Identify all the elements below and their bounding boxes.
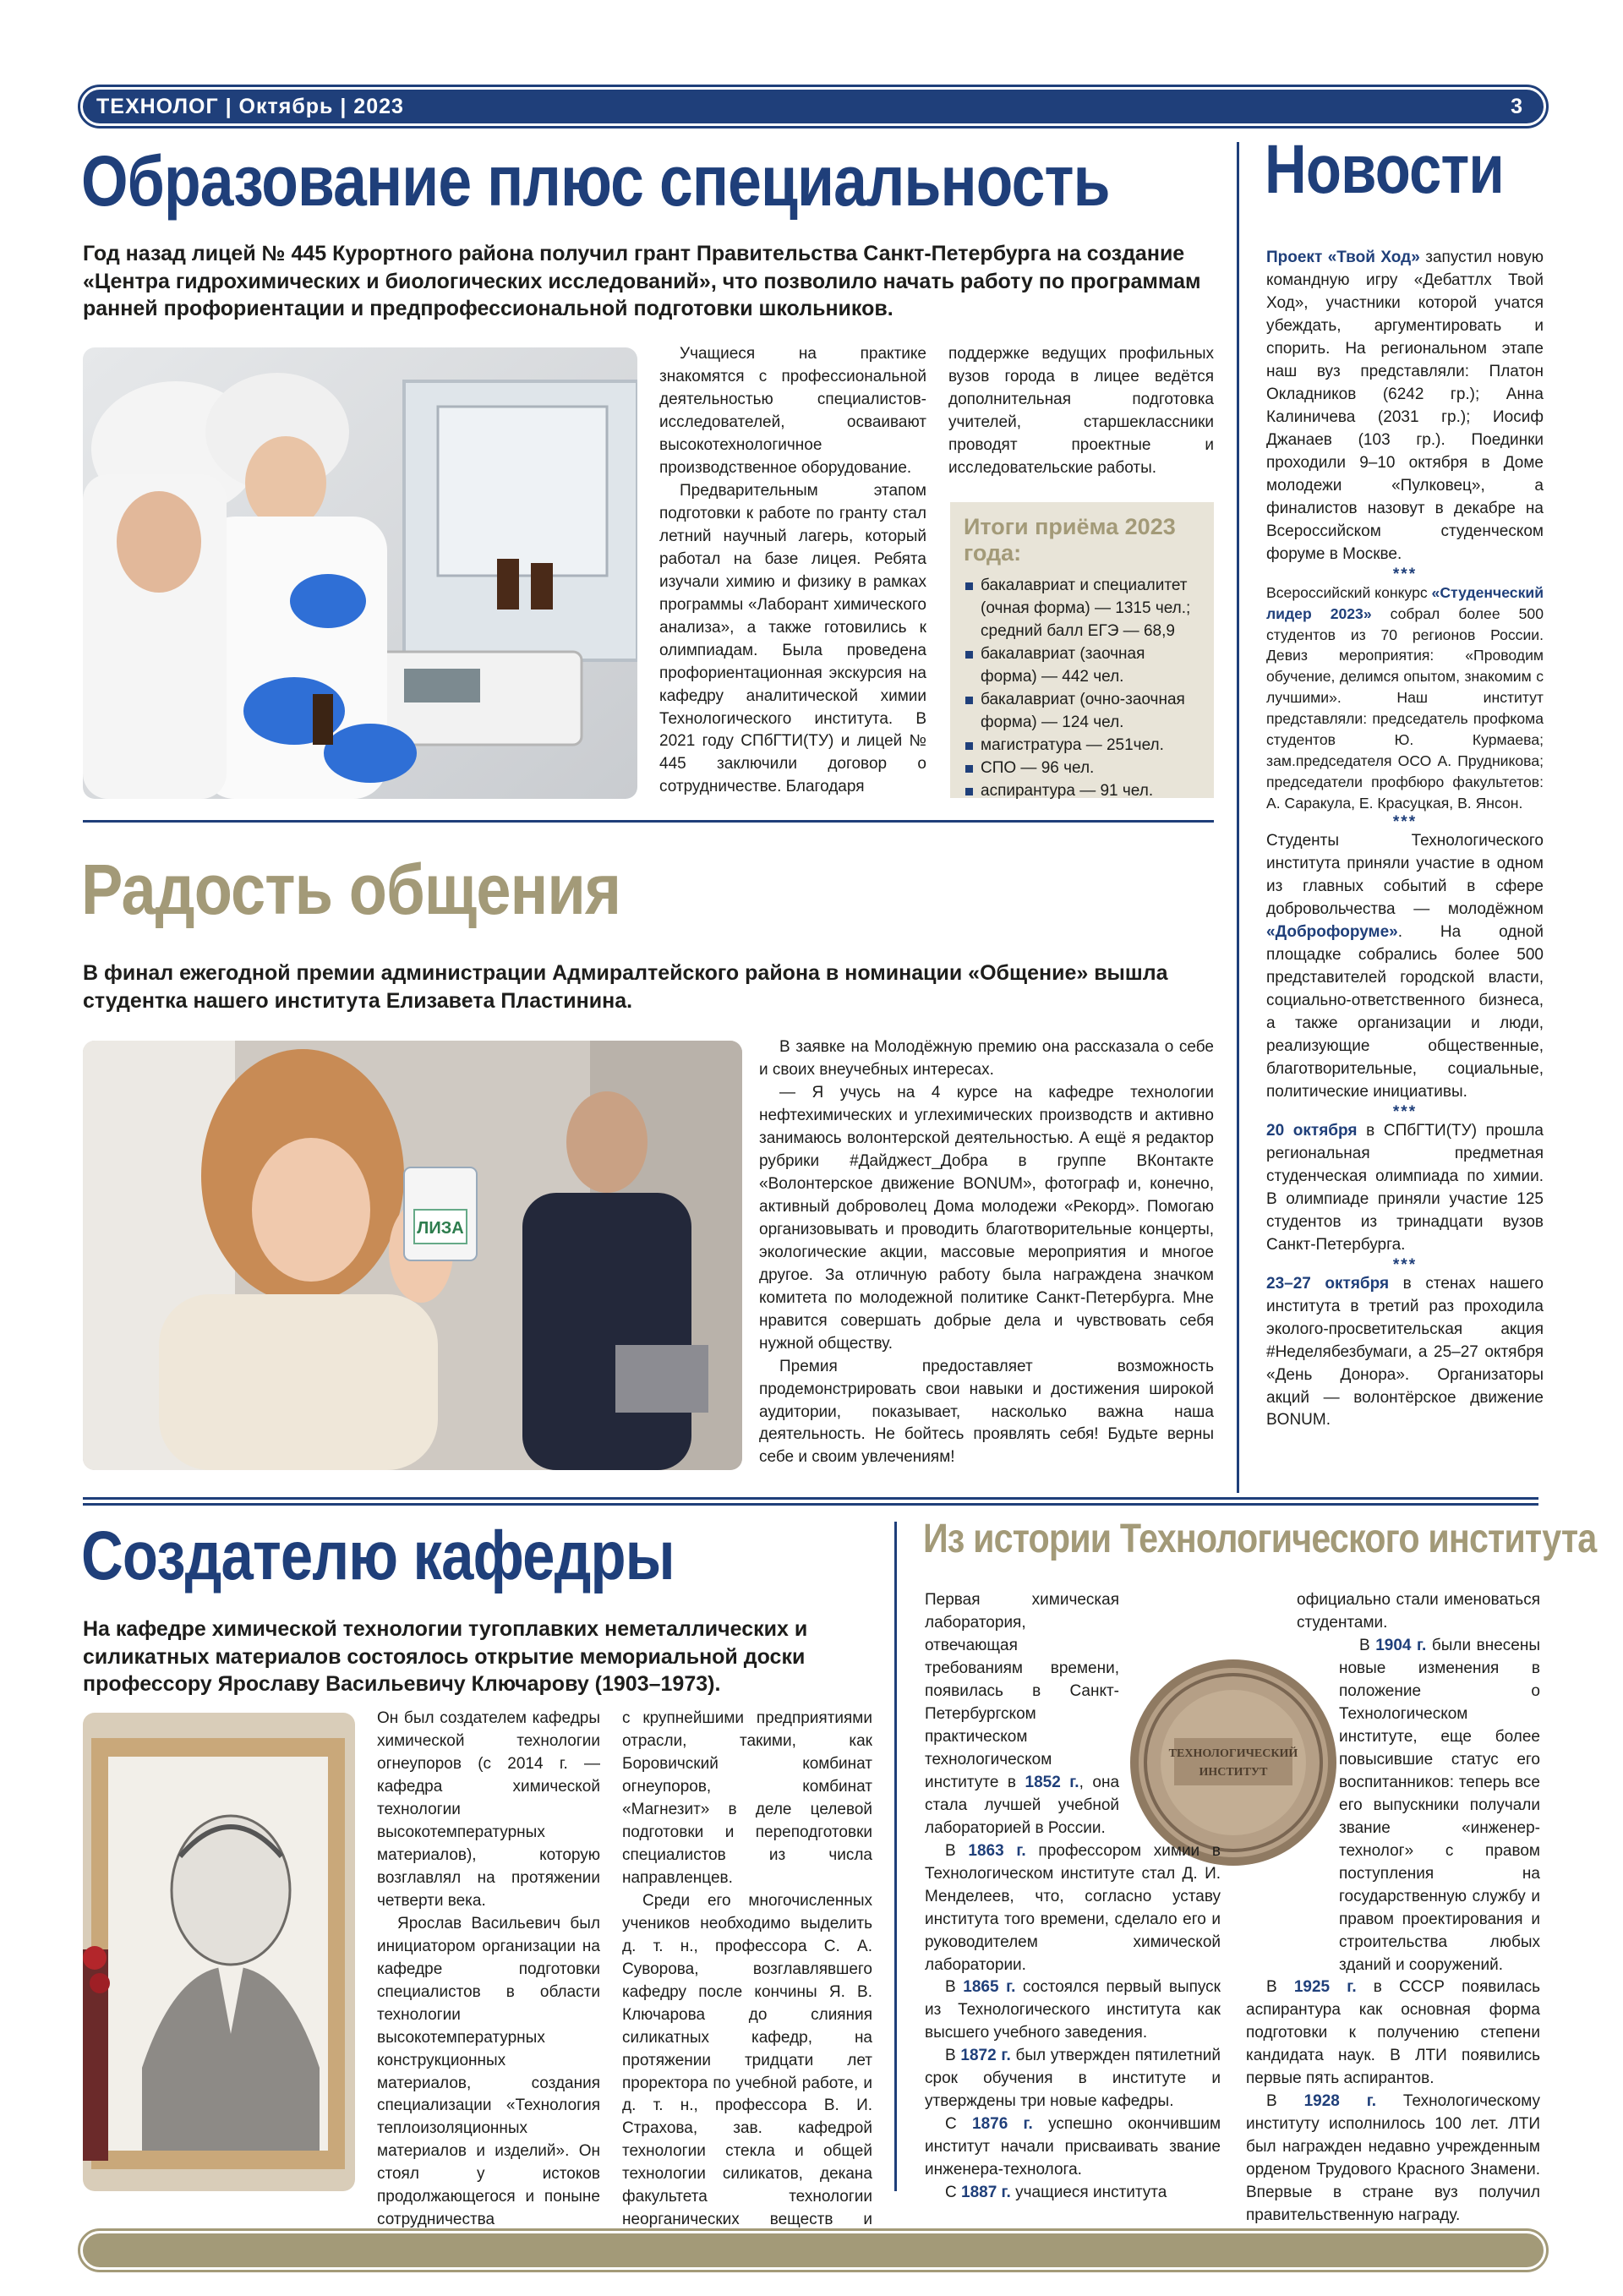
article1-title: Образование плюс специальность — [81, 141, 1110, 221]
news-item-3-text-b: . На одной площадке собрались более 500 представителей городской власти, социально-ответственного бизнеса, а также организации и люди, реализующие общественные, благотворительные, социальные, политические инициативы. — [1266, 923, 1544, 1101]
history-text: Технологическому институту исполнилось 100 лет. ЛТИ был награжден недавно учрежденным орденом Трудового Красного Знамени. Впервые в стране вуз получил правительственную награду. — [1246, 2092, 1540, 2225]
history-prefix: В — [945, 2047, 961, 2065]
page-number: 3 — [1511, 94, 1523, 118]
article3-p4: Среди его многочисленных учеников необходимо выделить д. т. н., профессора С. А. Суворова, возглавлявшего кафедру после кончины Я. В. Ключарова до слияния силикатных кафедр, на протяжении тридцати лет проректора по учебной работе, и д. т. н., профессора В. И. Страхова, зав. кафедрой технологии стекла и общей технологии силикатов, декана факультета технологии неорганических веществ и — [622, 1891, 872, 2229]
news-separator: *** — [1392, 1102, 1418, 1121]
history-year: 1925 г. — [1293, 1978, 1357, 1997]
lab-photo — [83, 347, 637, 799]
history-1872 — [925, 2045, 1221, 2113]
article3-lead: На кафедре химической технологии тугоплавких неметаллических и силикатных материалов состоялось открытие мемориальной доски профессору Ярославу Васильевичу Ключарову (1903–1973). — [83, 1617, 808, 1696]
article2-lead: В финал ежегодной премии администрации Адмиралтейского района в номинации «Общение» вышла студентка нашего института Елизавета Пластинина. — [83, 961, 1168, 1013]
news-item-3-highlight: «Доброфоруме» — [1266, 923, 1398, 942]
article1-col2 — [948, 343, 1214, 480]
article3-col2 — [622, 1708, 872, 2255]
news-item-5-highlight: 23–27 октября — [1266, 1274, 1390, 1293]
history-text: Первая химическая лаборатория, отвечающая требованиям времени, появилась в Санкт-Петербургском практическом технологическом институте в — [925, 1591, 1119, 1791]
history-1925 — [1246, 1976, 1540, 2091]
admission-box-title: Итоги приёма 2023 года: — [964, 514, 1176, 566]
news-item-5 — [1266, 1273, 1544, 1433]
footer-bar-fill — [83, 2233, 1544, 2267]
news-item-3-text-a: Студенты Технологического института приняли участие в одном из главных событий в сфере добровольчества — молодёжном — [1266, 832, 1544, 919]
history-text: были внесены новые изменения в положение о Технологическом институте, еще более повысившие статус его воспитанников: теперь все его выпускники получали звание «инженер-технолог» с правом поступления на государственную службу и правом проектирования и строительства любых зданий и сооружений. — [1339, 1636, 1541, 1974]
news-item-1-text: запустил новую командную игру «Дебаттлх Твой Ход», участники которой учатся убеждать, аргументировать и спорить. На региональном этапе наш вуз представляли: Платон Окладников (6242 гр.); Анна Калиничева (2031 гр.); Иосиф Джанаев (103 гр.). Поединки проходили 9–10 октября в Доме молодежи «Пулковец», а финалистов назовут в декабре на Всероссийском студенческом форуме в Москве. — [1266, 249, 1544, 563]
history-1887 — [925, 2182, 1221, 2205]
header-bar — [78, 85, 1549, 128]
article2-text — [759, 1036, 1214, 1469]
news-item-3 — [1266, 830, 1544, 1104]
article3-title: Создателю кафедры — [81, 1517, 675, 1594]
history-year: 1863 г. — [968, 1841, 1026, 1860]
medal-text-1: ТЕХНОЛОГИЧЕСКИЙ — [1168, 1747, 1298, 1760]
news-item-4 — [1266, 1120, 1544, 1257]
article1-lead: Год назад лицей № 445 Курортного района получил грант Правительства Санкт-Петербурга на создание «Центра гидрохимических и биологических исследований», что позволило начать работу по программам ранней профориентации и предпрофессиональной подготовки школьников. — [83, 242, 1201, 320]
news-column-rule — [1237, 142, 1239, 1493]
divider — [83, 820, 1214, 823]
badge-name: ЛИЗА — [417, 1219, 464, 1238]
history-year: 1887 г. — [961, 2184, 1011, 2202]
history-1852 — [925, 1589, 1221, 1840]
news-item-2-highlight: «Студенческий лидер 2023» — [1266, 583, 1544, 622]
admission-item: СПО — 96 чел. — [964, 757, 1200, 780]
article1-p2: Предварительным этапом подготовки к работе по гранту стал летний научный лагерь, который работал на базе лицея. Ребята изучали химию и физику в рамках программы «Лаборант химического анализа», а также готовились к олимпиадам. Была проведена профориентационная экскурсия на кафедру аналитической химии Технологического института. В 2021 году СПбГТИ(ТУ) и лицей № 445 заключили договор о сотрудничестве. Благодаря — [659, 481, 926, 796]
news-item-5-text: в стенах нашего института в третий раз проходила эколого-просветительская акция #Неделябезбумаги, а 25–27 октября «День Донора». Организаторы акций — волонтёрское движение BONUM. — [1266, 1274, 1544, 1430]
article2-p1: В заявке на Молодёжную премию она рассказала о себе и своих внеучебных интересах. — [759, 1038, 1214, 1079]
history-text: учащиеся института — [1010, 2184, 1167, 2202]
news-item-2 — [1266, 582, 1544, 815]
news-item-2-text-b: собрал более 500 студентов из 70 регионов России. Девиз мероприятия: «Проводим обучение, делимся опытом, знакомим с лучшими». Наш институт представляли: председатель профкома студентов Ю. Курмаева; зам.председателя ОСО А. Прудникова; председатели профбюро факультетов: А. Саракула, Е. Красуцкая, В. Янсон. — [1266, 604, 1544, 812]
article2-p3: Премия предоставляет возможность продемонстрировать свои навыки и достижения широкой аудитории, показывает, насколько важна наша деятельность. Не бойтесь проявлять себя! Будьте верны себе и своим увлечениям! — [759, 1357, 1214, 1467]
admission-item: магистратура — 251чел. — [964, 735, 1200, 757]
history-1863 — [925, 1840, 1221, 1977]
history-year: 1865 г. — [963, 1978, 1016, 1997]
admission-item: бакалавриат (очно-заочная форма) — 124 чел. — [964, 689, 1200, 735]
article1-p1: Учащиеся на практике знакомятся с профессиональной деятельностью специалистов-исследователей, осваивают высокотехнологичное производственное оборудование. — [659, 345, 926, 477]
news-item-4-highlight: 20 октября — [1266, 1121, 1358, 1140]
history-1876 — [925, 2113, 1221, 2182]
history-text: в СССР появилась аспирантура как основная форма подготовки к получению степени кандидата наук. В ЛТИ появились первые пять аспирантов. — [1246, 1978, 1540, 2088]
history-prefix: В — [1359, 1636, 1376, 1654]
student-photo-image — [83, 1041, 742, 1470]
admission-item: аспирантура — 91 чел. — [964, 780, 1200, 803]
news-separator: *** — [1392, 1255, 1418, 1274]
admission-list — [964, 575, 1200, 803]
history-prefix: В — [1266, 1978, 1294, 1997]
history-title: Из истории Технологического института — [923, 1517, 1597, 1561]
history-column-rule — [894, 1522, 897, 2191]
history-prefix: В — [945, 1978, 964, 1997]
header-title: ТЕХНОЛОГ | Октябрь | 2023 — [96, 94, 404, 118]
history-prefix: В — [1266, 2092, 1304, 2111]
history-prefix: С — [945, 2115, 972, 2134]
article3-p3: с крупнейшими предприятиями отрасли, такими, как Боровичский комбинат огнеупоров, комбинат «Магнезит» в деле целевой подготовки и переподготовки специалистов из числа направленцев. — [622, 1709, 872, 1887]
news-item-4-text: в СПбГТИ(ТУ) прошла региональная предметная студенческая олимпиада по химии. В олимпиаде приняли участие 125 студентов из тринадцати вузов Санкт-Петербурга. — [1266, 1121, 1544, 1254]
news-column — [1266, 247, 1544, 1432]
article3-col1 — [377, 1708, 600, 2232]
history-prefix: В — [945, 1841, 969, 1860]
news-title: Новости — [1265, 131, 1504, 208]
student-photo — [83, 1041, 742, 1470]
history-year: 1876 г. — [972, 2115, 1033, 2134]
article3-p1: Он был создателем кафедры химической технологии огнеупоров (с 2014 г. — кафедра химической технологии высокотемпературных материалов), которую возглавлял на протяжении четверти века. — [377, 1709, 600, 1910]
history-prefix: С — [945, 2184, 961, 2202]
news-item-1-highlight: Проект «Твой Ход» — [1266, 249, 1420, 266]
admission-item: бакалавриат и специалитет (очная форма) — 1315 чел.; средний балл ЕГЭ — 68,9 — [964, 575, 1200, 643]
memorial-portrait-photo — [83, 1713, 355, 2191]
history-year: 1928 г. — [1303, 2092, 1377, 2111]
history-1904 — [1246, 1635, 1540, 1977]
history-year: 1852 г. — [1025, 1773, 1079, 1791]
history-text: , она стала лучшей учебной лабораторией в России. — [925, 1773, 1120, 1837]
history-1928 — [1246, 2091, 1540, 2228]
history-year: 1872 г. — [960, 2047, 1011, 2065]
article2-title: Радость общения — [81, 850, 621, 929]
history-text: успешно окончившим институт начали присваивать звание инженера-технолога. — [925, 2115, 1221, 2179]
admission-results-box — [950, 502, 1214, 798]
history-1865 — [925, 1976, 1221, 2045]
history-year: 1904 г. — [1375, 1636, 1427, 1654]
footer-bar — [78, 2228, 1549, 2272]
history-col2 — [1246, 1589, 1540, 2228]
history-text: был утвержден пятилетний срок обучения в институте и утверждены три новые кафедры. — [925, 2047, 1221, 2111]
article1-p3: поддержке ведущих профильных вузов города в лицее ведётся дополнительная подготовка учителей, старшеклассники проводят проектные и исследовательские работы. — [948, 345, 1214, 477]
news-item-1 — [1266, 247, 1544, 566]
history-col1 — [925, 1589, 1221, 2205]
article1-col1 — [659, 343, 926, 799]
history-text: профессором химии в Технологическом институте стал Д. И. Менделеев, что, согласно уставу института того времени, сделало его и руководителем химической лаборатории. — [925, 1841, 1221, 1974]
divider — [83, 1497, 1538, 1500]
news-separator: *** — [1392, 813, 1418, 832]
history-students: официально стали именоваться студентами. — [1297, 1591, 1540, 1632]
divider — [83, 1503, 1538, 1506]
portrait-image — [83, 1713, 355, 2191]
article3-p2: Ярослав Васильевич был инициатором организации на кафедре подготовки специалистов в области технологии высокотемпературных конструкционных материалов, создания специализации «Технология теплоизоляционных материалов и изделий». Он стоял у истоков продолжающегося и поныне сотрудничества — [377, 1914, 600, 2229]
news-separator: *** — [1392, 565, 1418, 583]
admission-item: бакалавриат (заочная форма) — 442 чел. — [964, 643, 1200, 689]
lab-photo-image — [83, 347, 637, 799]
medal-text-2: ИНСТИТУТ — [1199, 1766, 1268, 1779]
news-item-2-text-a: Всероссийский конкурс — [1266, 583, 1432, 601]
article2-p2: — Я учусь на 4 курсе на кафедре технологии нефтехимических и углехимических производств и активно занимаюсь волонтерской деятельностью. А ещё я редактор рубрики #Дайджест_Добра в группе ВКонтакте «Волонтерское движение BONUM», фотограф и, конечно, активный доброволец Дома молодежи «Рекорд». Помогаю организовывать и проводить благотворительные концерты, экологические акции, массовые мероприятия и многое другое. За отличную работу была награждена значком комитета по молодежной политике Санкт-Петербурга. Мне нравится совершать добрые дела и чувствовать себя нужной обществу. — [759, 1083, 1214, 1353]
history-text: состоялся первый выпуск из Технологического института как высшего учебного заведения. — [925, 1978, 1221, 2042]
